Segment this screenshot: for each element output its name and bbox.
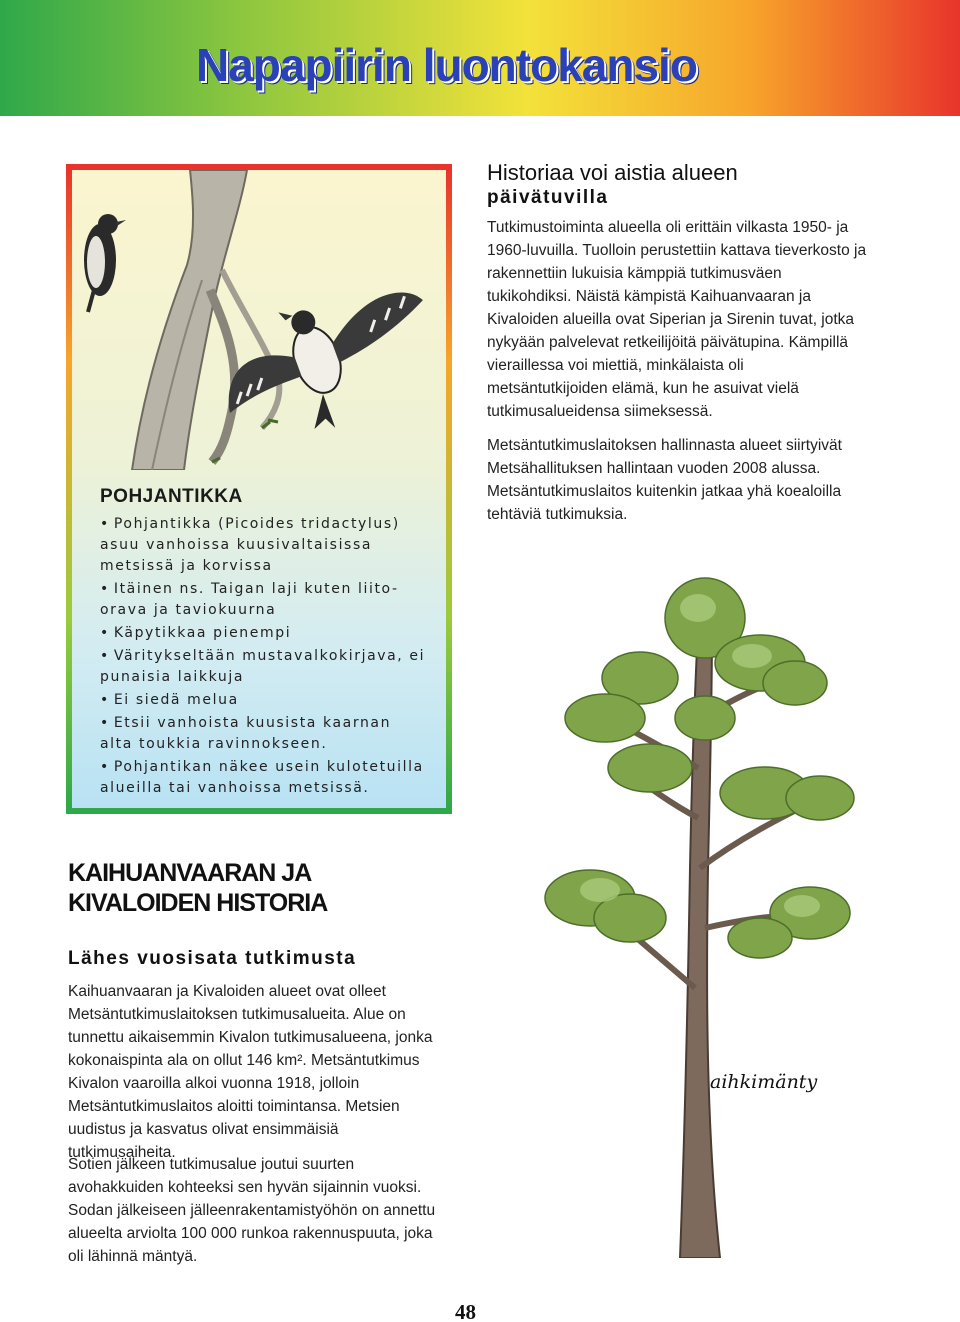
list-item-text: Pohjantikka (Picoides tridactylus) asuu vanhoissa kuusivaltaisissa metsissä ja korvissa xyxy=(100,516,400,574)
list-item-text: Pohjantikan näkee usein kulotetuilla alueilla tai vanhoissa metsissä. xyxy=(100,759,424,796)
page-number: 48 xyxy=(455,1300,476,1322)
list-item xyxy=(100,646,430,688)
bullet-icon: • xyxy=(100,516,110,532)
species-facts-list xyxy=(100,514,430,801)
list-item xyxy=(100,757,430,799)
bullet-icon: • xyxy=(100,581,110,597)
body-paragraph: Tutkimustoiminta alueella oli erittäin vilkasta 1950- ja 1960-luvuilla. Tuolloin perustettiin kattava tieverkosto ja rakennettiin lukuisia kämppiä tutkimusväen tukikohdiksi. Näistä kämpistä Kaihuanvaaran ja Kivaloiden alueilla ovat Siperian ja Sirenin tuvat, jotka nykyään palvelevat retkeilijöitä päivätupina. Kämpillä vieraillessa voi miettiä, minkälaista oli metsäntutkijoiden elämä, kun he asuivat vielä tutkimusalueidensa siimeksessä. xyxy=(487,219,867,420)
list-item-text: Ei siedä melua xyxy=(113,692,239,708)
section-subtitle: päivätuvilla xyxy=(487,187,609,208)
list-item-text: Etsii vanhoista kuusista kaarnan alta toukkia ravinnokseen. xyxy=(100,715,392,752)
pine-tree-illustration xyxy=(530,568,870,1258)
species-info-box xyxy=(66,164,452,814)
section-title: Historiaa voi aistia alueen xyxy=(487,160,738,185)
body-paragraph: Kaihuanvaaran ja Kivaloiden alueet ovat olleet Metsäntutkimuslaitoksen tutkimusalueita. Alue on tunnettu aikaisemmin Kivalon tutkimusalueena, jonka kokonaispinta ala on ollut 146 km². Metsäntutkimus Kivalon vaaroilla alkoi vuonna 1918, jolloin Metsäntutkimuslaitos aloitti toimintansa. Metsien uudistus ja kasvatus olivat ensimmäisiä tutkimusaiheita. xyxy=(68,983,433,1161)
body-paragraph: Sotien jälkeen tutkimusalue joutui suurten avohakkuiden kohteeksi sen hyvän sijainnin vuoksi. Sodan jälkeiseen jälleenrakentamistyöhön on annettu alueelta arviolta 100 000 runkoa rakennuspuuta, joka oli lähinnä mäntyä. xyxy=(68,1156,436,1265)
list-item xyxy=(100,514,430,577)
section-subtitle: Lähes vuosisata tutkimusta xyxy=(68,948,357,969)
list-item xyxy=(100,690,430,711)
tree-caption: aihkimänty xyxy=(710,1071,818,1093)
list-item-text: Itäinen ns. Taigan laji kuten liito-orava ja taviokuurna xyxy=(100,581,399,618)
list-item xyxy=(100,713,430,755)
bullet-icon: • xyxy=(100,648,110,664)
body-paragraph: Metsäntutkimuslaitoksen hallinnasta alueet siirtyivät Metsähallituksen hallintaan vuoden 2008 alussa. Metsäntutkimuslaitos kuitenkin jatkaa yhä koealoilla tehtäviä tutkimuksia. xyxy=(487,437,842,523)
page-title: Napapiirin luontokansio xyxy=(196,39,697,91)
bullet-icon: • xyxy=(100,692,110,708)
header-banner xyxy=(0,0,960,116)
bullet-icon: • xyxy=(100,715,110,731)
section-heading: KAIHUANVAARAN JA KIVALOIDEN HISTORIA xyxy=(68,859,328,917)
box-heading: POHJANTIKKA xyxy=(100,486,243,507)
list-item-text: Käpytikkaa pienempi xyxy=(113,625,292,641)
bullet-icon: • xyxy=(100,759,110,775)
bullet-icon: • xyxy=(100,625,110,641)
list-item xyxy=(100,623,430,644)
list-item xyxy=(100,579,430,621)
list-item-text: Väritykseltään mustavalkokirjava, ei punaisia laikkuja xyxy=(100,648,426,685)
woodpecker-illustration xyxy=(72,170,446,470)
